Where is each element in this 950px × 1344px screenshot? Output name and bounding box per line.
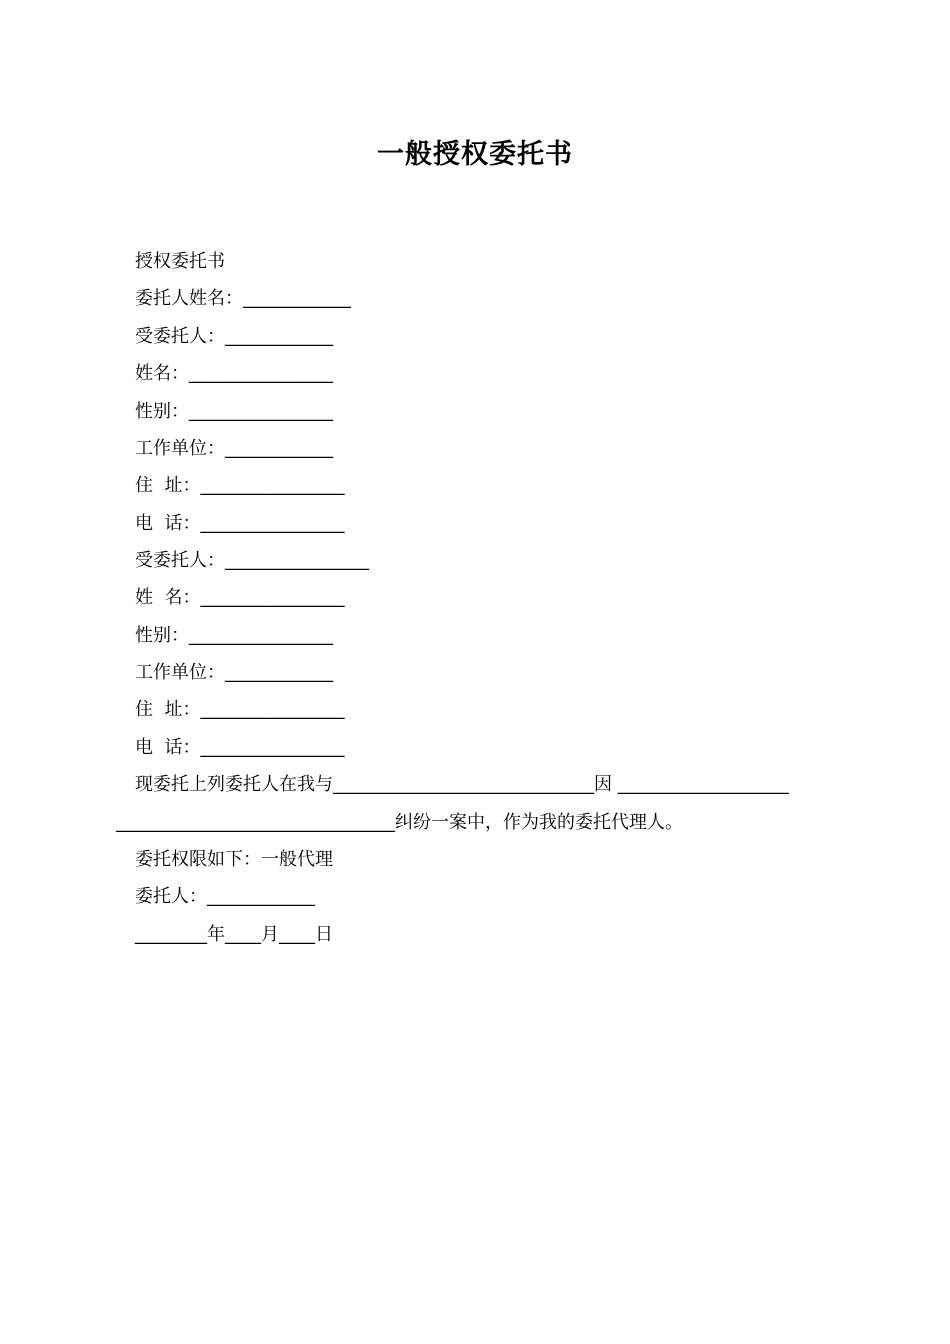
authority-scope: 委托权限如下：一般代理 (135, 849, 333, 870)
agent-1-name-field: 姓名：________________ (135, 363, 333, 384)
document-title: 一般授权委托书 (377, 139, 573, 170)
date-field: ________年____月____日 (135, 924, 333, 945)
agent-2-gender-field: 性别：________________ (135, 625, 333, 646)
agent-1-employer-field: 工作单位：____________ (135, 438, 333, 459)
agent-1-heading: 受委托人：____________ (135, 326, 333, 347)
principal-signature-field: 委托人：____________ (135, 886, 315, 907)
agent-1-phone-field: 电 话：________________ (135, 513, 345, 534)
agent-2-address-field: 住 址：________________ (135, 699, 345, 720)
agent-2-name-field: 姓 名：________________ (135, 587, 345, 608)
section-heading: 授权委托书 (135, 251, 225, 272)
agent-2-employer-field: 工作单位：____________ (135, 662, 333, 683)
agent-1-address-field: 住 址：________________ (135, 475, 345, 496)
agent-1-gender-field: 性别：________________ (135, 401, 333, 422)
delegation-statement: 现委托上列委托人在我与_____________________________因 ___________________ (135, 774, 789, 795)
agent-2-phone-field: 电 话：________________ (135, 737, 345, 758)
delegation-statement-cont: _______________________________纠纷一案中，作为我的委托代理人。 (116, 812, 683, 833)
principal-name-field: 委托人姓名：____________ (135, 288, 351, 309)
agent-2-heading: 受委托人：________________ (135, 550, 369, 571)
